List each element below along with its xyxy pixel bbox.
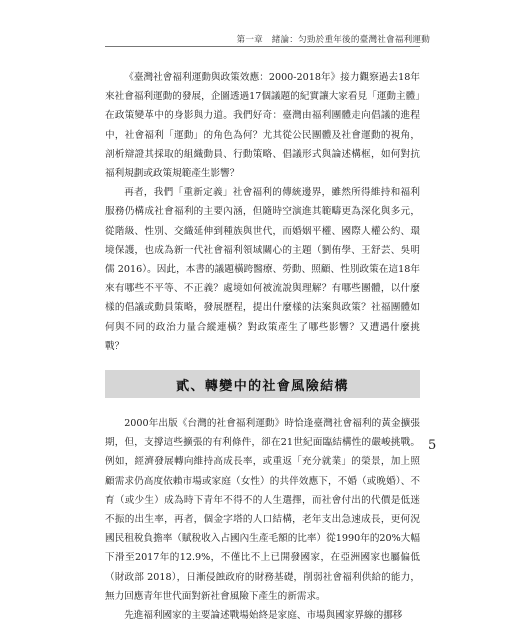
page-number: 5	[428, 438, 437, 453]
section-heading-box	[105, 370, 420, 398]
body-text	[105, 68, 420, 625]
paragraph-intro: 《臺灣社會福利運動與政策效應：2000-2018年》接力觀察過去18年來社會福利運動的發展，企圖透過17個議題的紀實讓大家看見「運動主體」在政策變革中的身影與力道。我們好奇：臺灣由福利團體走向倡議的進程中，社會福利「運動」的角色為何？尤其從公民團體及社會運動的視角，剖析辯證其採取的組織動員、行動策略、倡議形式與論述構框，如何對抗福利規劃或政策規範產生影響？	[105, 72, 420, 180]
paragraph-redefine: 再者，我們「重新定義」社會福利的傳統邊界，雖然所得維持和福利服務仍構成社會福利的主要內涵，但隨時空演進其範疇更為深化與多元，從階級、性別、交織延伸到種族與世代，而婚姻平權、國際人權公約、環境保護，也成為新一代社會福利領域關心的主題（劉侑學、王舒芸、吳明儒 2016）。因此，本書的議題橫跨醫療、勞動、照顧、性別政策在這18年來有哪些不平等、不正義？處境如何被流說與理解？有哪些團體，以什麼樣的倡議或動員策略，發展歷程，提出什麼樣的法案與政策？社福團體如何與不同的政治力量合縱連橫？對政策產生了哪些影響？又遭遇什麼挑戰？	[105, 187, 420, 352]
header-divider	[105, 46, 420, 47]
paragraph-risk-structure: 2000年出版《台灣的社會福利運動》時恰逢臺灣社會福利的黃金擴張期，但，支撐這些擴張的有利條件，卻在21世紀面臨結構性的嚴峻挑戰。例如，經濟發展轉向維持高成長率，或重返「充分就業」的榮景，加上照顧需求仍高度依賴市場或家庭（女性）的共伴效應下，不婚（或晚婚）、不育（或少生）成為時下青年不得不的人生選擇，而社會付出的代價是低迷不振的出生率，再者，個金字塔的人口結構，老年支出急速成長，更何況國民租稅負擔率（賦稅收入占國內生產毛額的比率）從1990年的20%大幅下滑至2017年的12.9%，不僅比不上已開發國家，在亞洲國家也屬偏低（財政部 2018），日漸侵蝕政府的財務基礎，削弱社會福利供給的能力，無力回應青年世代面對新社會風險下產生的新需求。	[105, 418, 420, 602]
section-heading: 貳、轉變中的社會風險結構	[176, 378, 349, 394]
paragraph-welfare-states: 先進福利國家的主要論述戰場始終是家庭、市場與國家界線的挪移	[124, 610, 403, 622]
running-header: 第一章 緒論：匀勁於重年後的臺灣社會福利運動	[236, 35, 430, 45]
